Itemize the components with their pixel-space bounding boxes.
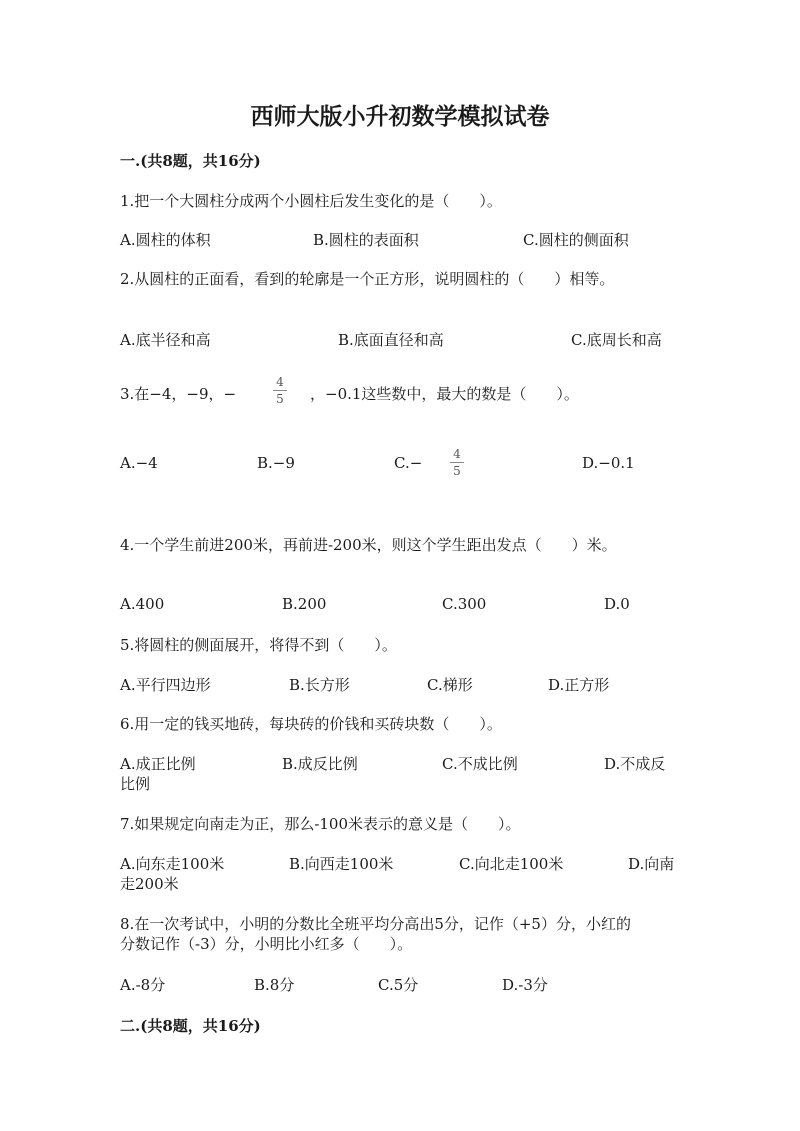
section-heading-1: 一.(共8题，共16分) bbox=[120, 152, 261, 170]
q7-option-d-continued: 走200米 bbox=[120, 875, 179, 893]
fraction-denominator: 5 bbox=[276, 392, 284, 406]
fraction-numerator: 4 bbox=[276, 375, 284, 389]
q7-option-a[interactable]: A.向东走100米 bbox=[120, 855, 225, 873]
q6-option-d[interactable]: D.不成反 bbox=[604, 755, 666, 773]
q1-option-a[interactable]: A.圆柱的体积 bbox=[120, 231, 211, 249]
fraction-bar bbox=[450, 462, 464, 463]
q4-option-a[interactable]: A.400 bbox=[120, 595, 165, 613]
q6-option-c[interactable]: C.不成比例 bbox=[442, 755, 518, 773]
fraction-bar bbox=[273, 390, 287, 391]
question-8-line-1: 8.在一次考试中，小明的分数比全班平均分高出5分，记作（+5）分，小红的 bbox=[120, 915, 631, 933]
question-6: 6.用一定的钱买地砖，每块砖的价钱和买砖块数（ ）。 bbox=[120, 715, 502, 733]
question-4: 4.一个学生前进200米，再前进-200米，则这个学生距出发点（ ）米。 bbox=[120, 536, 617, 554]
q8-option-d[interactable]: D.-3分 bbox=[502, 976, 548, 994]
q4-option-c[interactable]: C.300 bbox=[442, 595, 487, 613]
question-5: 5.将圆柱的侧面展开，将得不到（ ）。 bbox=[120, 636, 397, 654]
q4-option-d[interactable]: D.0 bbox=[604, 595, 630, 613]
page-title: 西师大版小升初数学模拟试卷 bbox=[250, 103, 550, 130]
q1-option-b[interactable]: B.圆柱的表面积 bbox=[313, 231, 419, 249]
q6-option-a[interactable]: A.成正比例 bbox=[120, 755, 196, 773]
q8-option-c[interactable]: C.5分 bbox=[378, 976, 419, 994]
q8-option-b[interactable]: B.8分 bbox=[254, 976, 295, 994]
q5-option-d[interactable]: D.正方形 bbox=[548, 676, 610, 694]
section-heading-2: 二.(共8题，共16分) bbox=[120, 1017, 261, 1035]
q1-option-c[interactable]: C.圆柱的侧面积 bbox=[523, 231, 629, 249]
q3-fraction bbox=[273, 375, 287, 406]
q3-option-c-fraction bbox=[450, 447, 464, 478]
question-3-part-2: ，−0.1这些数中，最大的数是（ ）。 bbox=[310, 385, 579, 403]
question-2: 2.从圆柱的正面看，看到的轮廓是一个正方形，说明圆柱的（ ）相等。 bbox=[120, 270, 615, 288]
q7-option-b[interactable]: B.向西走100米 bbox=[289, 855, 394, 873]
q2-option-a[interactable]: A.底半径和高 bbox=[120, 331, 211, 349]
question-7: 7.如果规定向南走为正，那么-100米表示的意义是（ ）。 bbox=[120, 815, 521, 833]
q6-option-b[interactable]: B.成反比例 bbox=[282, 755, 358, 773]
q4-option-b[interactable]: B.200 bbox=[282, 595, 327, 613]
q7-option-c[interactable]: C.向北走100米 bbox=[459, 855, 564, 873]
q3-option-d[interactable]: D.−0.1 bbox=[582, 454, 635, 472]
q8-option-a[interactable]: A.-8分 bbox=[120, 976, 166, 994]
question-3-part-1: 3.在−4，−9，− bbox=[120, 385, 237, 403]
q3-option-b[interactable]: B.−9 bbox=[257, 454, 295, 472]
question-8-line-2: 分数记作（-3）分，小明比小红多（ ）。 bbox=[120, 935, 413, 953]
q6-option-d-continued: 比例 bbox=[120, 775, 151, 793]
q5-option-a[interactable]: A.平行四边形 bbox=[120, 676, 211, 694]
fraction-denominator: 5 bbox=[453, 464, 461, 478]
q2-option-c[interactable]: C.底周长和高 bbox=[571, 331, 662, 349]
question-1: 1.把一个大圆柱分成两个小圆柱后发生变化的是（ ）。 bbox=[120, 192, 502, 210]
q7-option-d[interactable]: D.向南 bbox=[628, 855, 675, 873]
q5-option-b[interactable]: B.长方形 bbox=[289, 676, 350, 694]
fraction-numerator: 4 bbox=[453, 447, 461, 461]
q3-option-c[interactable]: C.− bbox=[394, 454, 423, 472]
q2-option-b[interactable]: B.底面直径和高 bbox=[338, 331, 444, 349]
q5-option-c[interactable]: C.梯形 bbox=[427, 676, 473, 694]
q3-option-a[interactable]: A.−4 bbox=[120, 454, 158, 472]
